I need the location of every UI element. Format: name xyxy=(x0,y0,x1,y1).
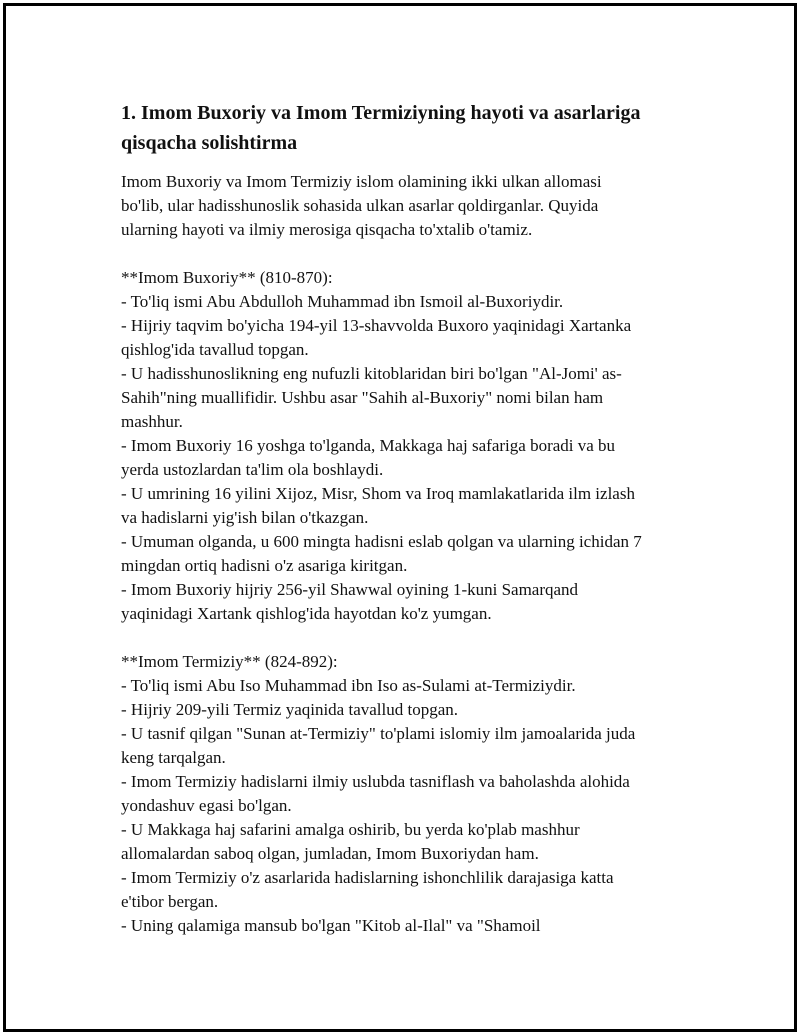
text-line: keng tarqalgan. xyxy=(121,748,226,767)
text-line: va hadislarni yig'ish bilan o'tkazgan. xyxy=(121,508,369,527)
text-line: - Imom Buxoriy 16 yoshga to'lganda, Makkaga haj safariga boradi va bu xyxy=(121,436,616,455)
text-line: - Umuman olganda, u 600 mingta hadisni eslab qolgan va ularning ichidan 7 xyxy=(121,532,642,551)
document-body xyxy=(121,98,711,938)
section-heading-termiziy: **Imom Termiziy** (824-892): xyxy=(121,652,338,671)
page-frame xyxy=(3,3,797,1032)
section-heading-buxoriy: **Imom Buxoriy** (810-870): xyxy=(121,268,333,287)
text-line: Imom Buxoriy va Imom Termiziy islom olamining ikki ulkan allomasi xyxy=(121,172,602,191)
text-line: bo'lib, ular hadisshunoslik sohasida ulkan asarlar qoldirganlar. Quyida xyxy=(121,196,599,215)
text-line: mashhur. xyxy=(121,412,183,431)
text-line: e'tibor bergan. xyxy=(121,892,219,911)
text-line: yerda ustozlardan ta'lim ola boshlaydi. xyxy=(121,460,384,479)
text-line: mingdan ortiq hadisni o'z asariga kiritgan. xyxy=(121,556,408,575)
termiziy-section xyxy=(121,650,711,938)
text-line: - U umrining 16 yilini Xijoz, Misr, Shom va Iroq mamlakatlarida ilm izlash xyxy=(121,484,635,503)
text-line: - Hijriy taqvim bo'yicha 194-yil 13-shavvolda Buxoro yaqinidagi Xartanka xyxy=(121,316,632,335)
title-line: qisqacha solishtirma xyxy=(121,132,298,154)
buxoriy-section xyxy=(121,266,711,650)
text-line: yondashuv egasi bo'lgan. xyxy=(121,796,292,815)
text-line: Sahih"ning muallifidir. Ushbu asar "Sahih al-Buxoriy" nomi bilan ham xyxy=(121,388,604,407)
blank-line xyxy=(121,626,711,650)
blank-line xyxy=(121,242,711,266)
intro-paragraph xyxy=(121,170,711,266)
text-line: yaqinidagi Xartank qishlog'ida hayotdan ko'z yumgan. xyxy=(121,604,492,623)
text-line: - U Makkaga haj safarini amalga oshirib, bu yerda ko'plab mashhur xyxy=(121,820,580,839)
text-line: - Imom Termiziy hadislarni ilmiy uslubda tasniflash va baholashda alohida xyxy=(121,772,630,791)
text-line: - U hadisshunoslikning eng nufuzli kitoblaridan biri bo'lgan "Al-Jomi' as- xyxy=(121,364,622,383)
text-line: allomalardan saboq olgan, jumladan, Imom Buxoriydan ham. xyxy=(121,844,539,863)
text-line: - To'liq ismi Abu Iso Muhammad ibn Iso as-Sulami at-Termiziydir. xyxy=(121,676,576,695)
text-line: - U tasnif qilgan "Sunan at-Termiziy" to'plami islomiy ilm jamoalarida juda xyxy=(121,724,636,743)
text-line: - Imom Buxoriy hijriy 256-yil Shawwal oyining 1-kuni Samarqand xyxy=(121,580,579,599)
document-title xyxy=(121,98,711,158)
text-line: - To'liq ismi Abu Abdulloh Muhammad ibn Ismoil al-Buxoriydir. xyxy=(121,292,564,311)
text-line: - Imom Termiziy o'z asarlarida hadislarning ishonchlilik darajasiga katta xyxy=(121,868,614,887)
title-line: 1. Imom Buxoriy va Imom Termiziyning hayoti va asarlariga xyxy=(121,102,641,124)
text-line: ularning hayoti va ilmiy merosiga qisqacha to'xtalib o'tamiz. xyxy=(121,220,533,239)
text-line: - Hijriy 209-yili Termiz yaqinida tavallud topgan. xyxy=(121,700,459,719)
text-line: - Uning qalamiga mansub bo'lgan "Kitob al-Ilal" va "Shamoil xyxy=(121,916,541,935)
text-line: qishlog'ida tavallud topgan. xyxy=(121,340,309,359)
